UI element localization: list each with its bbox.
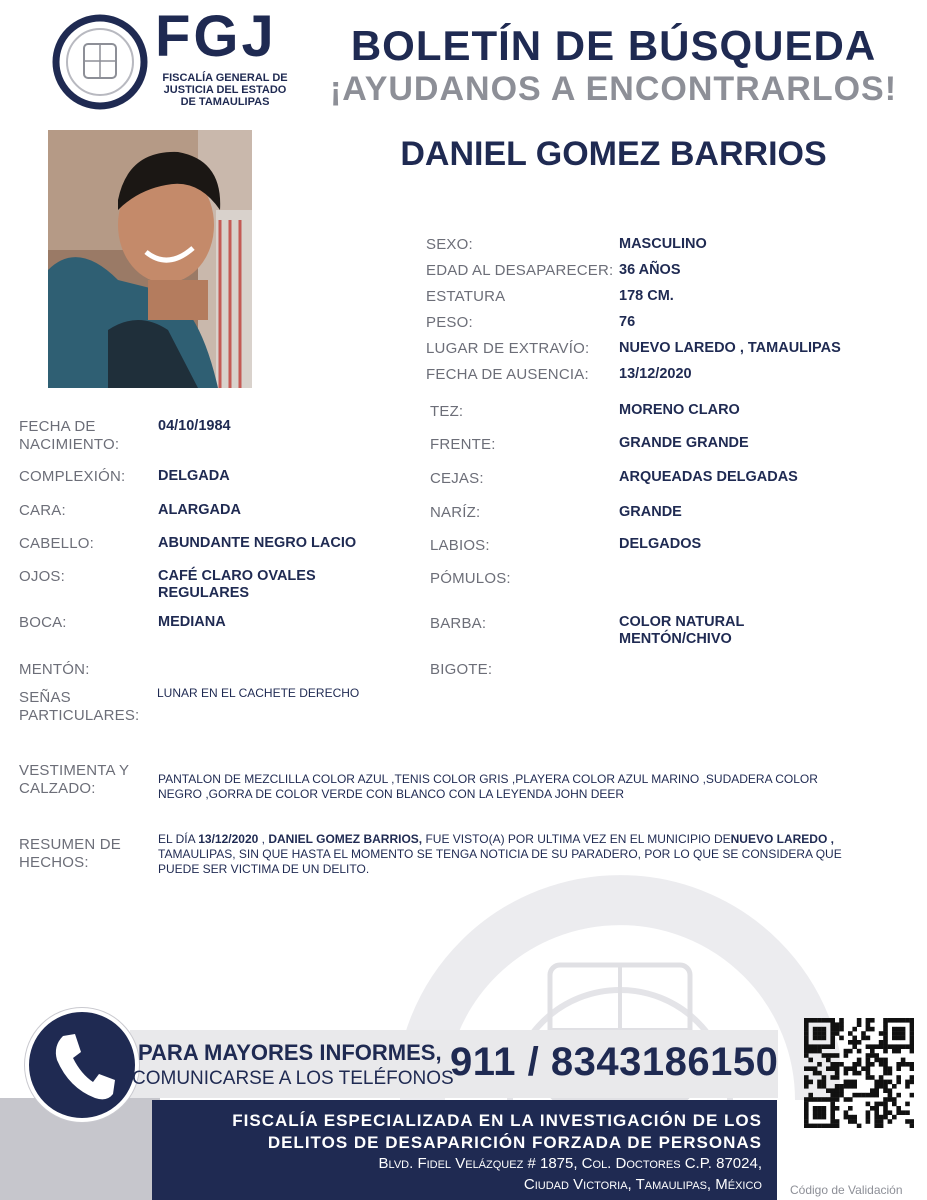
- sexo-label: SEXO:: [426, 236, 473, 253]
- phone-icon-circle: [25, 1008, 139, 1122]
- fecha-nacimiento-value: 04/10/1984: [158, 418, 231, 434]
- person-name: DANIEL GOMEZ BARRIOS: [400, 135, 827, 173]
- menton-label: MENTÓN:: [19, 661, 90, 678]
- nariz-label: NARÍZ:: [430, 504, 481, 521]
- senas-value: LUNAR EN EL CACHETE DERECHO: [157, 686, 360, 700]
- fiscalia-address: [152, 1153, 762, 1195]
- nariz-value: GRANDE: [619, 504, 682, 520]
- barba-label: BARBA:: [430, 615, 487, 632]
- estatura-value: 178 CM.: [619, 288, 674, 304]
- fiscalia-line-2: DELITOS DE DESAPARICIÓN FORZADA DE PERSONAS: [267, 1133, 762, 1152]
- bigote-label: BIGOTE:: [430, 661, 493, 678]
- estatura-label: ESTATURA: [426, 288, 506, 305]
- cara-label: CARA:: [19, 502, 66, 519]
- contact-phone-number[interactable]: 911 / 8343186150: [450, 1040, 779, 1084]
- peso-value: 76: [619, 314, 636, 330]
- labios-value: DELGADOS: [619, 536, 702, 552]
- cejas-value: ARQUEADAS DELGADAS: [619, 469, 798, 485]
- edad-label: EDAD AL DESAPARECER:: [426, 262, 614, 279]
- tez-label: TEZ:: [430, 403, 464, 420]
- frente-value: GRANDE GRANDE: [619, 435, 749, 451]
- fecha-nacimiento-label: FECHA DE NACIMIENTO:: [19, 418, 120, 453]
- address-line-1: Blvd. Fidel Velázquez # 1875, Col. Doctores C.P. 87024,: [378, 1155, 762, 1172]
- fecha-ausencia-value: 13/12/2020: [619, 366, 692, 382]
- fecha-ausencia-label: FECHA DE AUSENCIA:: [426, 366, 589, 383]
- labios-label: LABIOS:: [430, 537, 490, 554]
- fgj-logo-subtitle: FISCALÍA GENERAL DE JUSTICIA DEL ESTADO DE TAMAULIPAS: [162, 72, 288, 108]
- ojos-label: OJOS:: [19, 568, 66, 585]
- complexion-value: DELGADA: [158, 468, 230, 484]
- boca-value: MEDIANA: [158, 614, 226, 630]
- info-line-1: PARA MAYORES INFORMES,: [138, 1040, 442, 1065]
- barba-value: COLOR NATURAL MENTÓN/CHIVO: [619, 614, 745, 647]
- fiscalia-name: [152, 1110, 762, 1154]
- fgj-logo-text: FGJ: [155, 4, 277, 69]
- cara-value: ALARGADA: [158, 502, 241, 518]
- phone-icon: [29, 1012, 135, 1118]
- complexion-label: COMPLEXIÓN:: [19, 468, 126, 485]
- boca-label: BOCA:: [19, 614, 67, 631]
- fgj-seal-icon: [52, 14, 148, 110]
- lugar-label: LUGAR DE EXTRAVÍO:: [426, 340, 590, 357]
- address-line-2: Ciudad Victoria, Tamaulipas, México: [523, 1176, 762, 1193]
- tez-value: MORENO CLARO: [619, 402, 740, 418]
- qr-code-icon[interactable]: [804, 1018, 914, 1128]
- frente-label: FRENTE:: [430, 436, 496, 453]
- senas-label: SEÑAS PARTICULARES:: [19, 689, 140, 724]
- fiscalia-line-1: FISCALÍA ESPECIALIZADA EN LA INVESTIGACIÓN DE LOS: [232, 1111, 762, 1130]
- vestimenta-label: VESTIMENTA Y CALZADO:: [19, 762, 129, 797]
- lugar-value: NUEVO LAREDO , TAMAULIPAS: [619, 340, 841, 356]
- bulletin-subtitle: ¡AYUDANOS A ENCONTRARLOS!: [329, 70, 898, 108]
- edad-value: 36 AÑOS: [619, 262, 681, 278]
- info-line-2: COMUNICARSE A LOS TELÉFONOS: [132, 1068, 454, 1089]
- bulletin-title: BOLETÍN DE BÚSQUEDA: [350, 22, 877, 69]
- peso-label: PESO:: [426, 314, 473, 331]
- cabello-value: ABUNDANTE NEGRO LACIO: [158, 535, 357, 551]
- validation-code-label: Código de Validación: [790, 1183, 903, 1197]
- pomulos-label: PÓMULOS:: [430, 570, 511, 587]
- cejas-label: CEJAS:: [430, 470, 484, 487]
- person-photo: [48, 130, 252, 388]
- ojos-value: CAFÉ CLARO OVALES REGULARES: [158, 568, 316, 601]
- resumen-value: EL DÍA 13/12/2020 , DANIEL GOMEZ BARRIOS, FUE VISTO(A) POR ULTIMA VEZ EN EL MUNICIPIO DENUEVO LAREDO , TAMAULIPAS, SIN QUE HASTA EL MOMENTO SE TENGA NOTICIA DE SU PARADERO, POR LO QUE SE CONSIDERA QUE PUEDE SER VICTIMA DE UN DELITO.: [158, 832, 842, 876]
- resumen-label: RESUMEN DE HECHOS:: [19, 836, 122, 871]
- sexo-value: MASCULINO: [619, 236, 707, 252]
- cabello-label: CABELLO:: [19, 535, 94, 552]
- vestimenta-value: PANTALON DE MEZCLILLA COLOR AZUL ,TENIS COLOR GRIS ,PLAYERA COLOR AZUL MARINO ,SUDADERA COLOR NEGRO ,GORRA DE COLOR VERDE CON BLANCO CON LA LEYENDA JOHN DEER: [158, 772, 818, 801]
